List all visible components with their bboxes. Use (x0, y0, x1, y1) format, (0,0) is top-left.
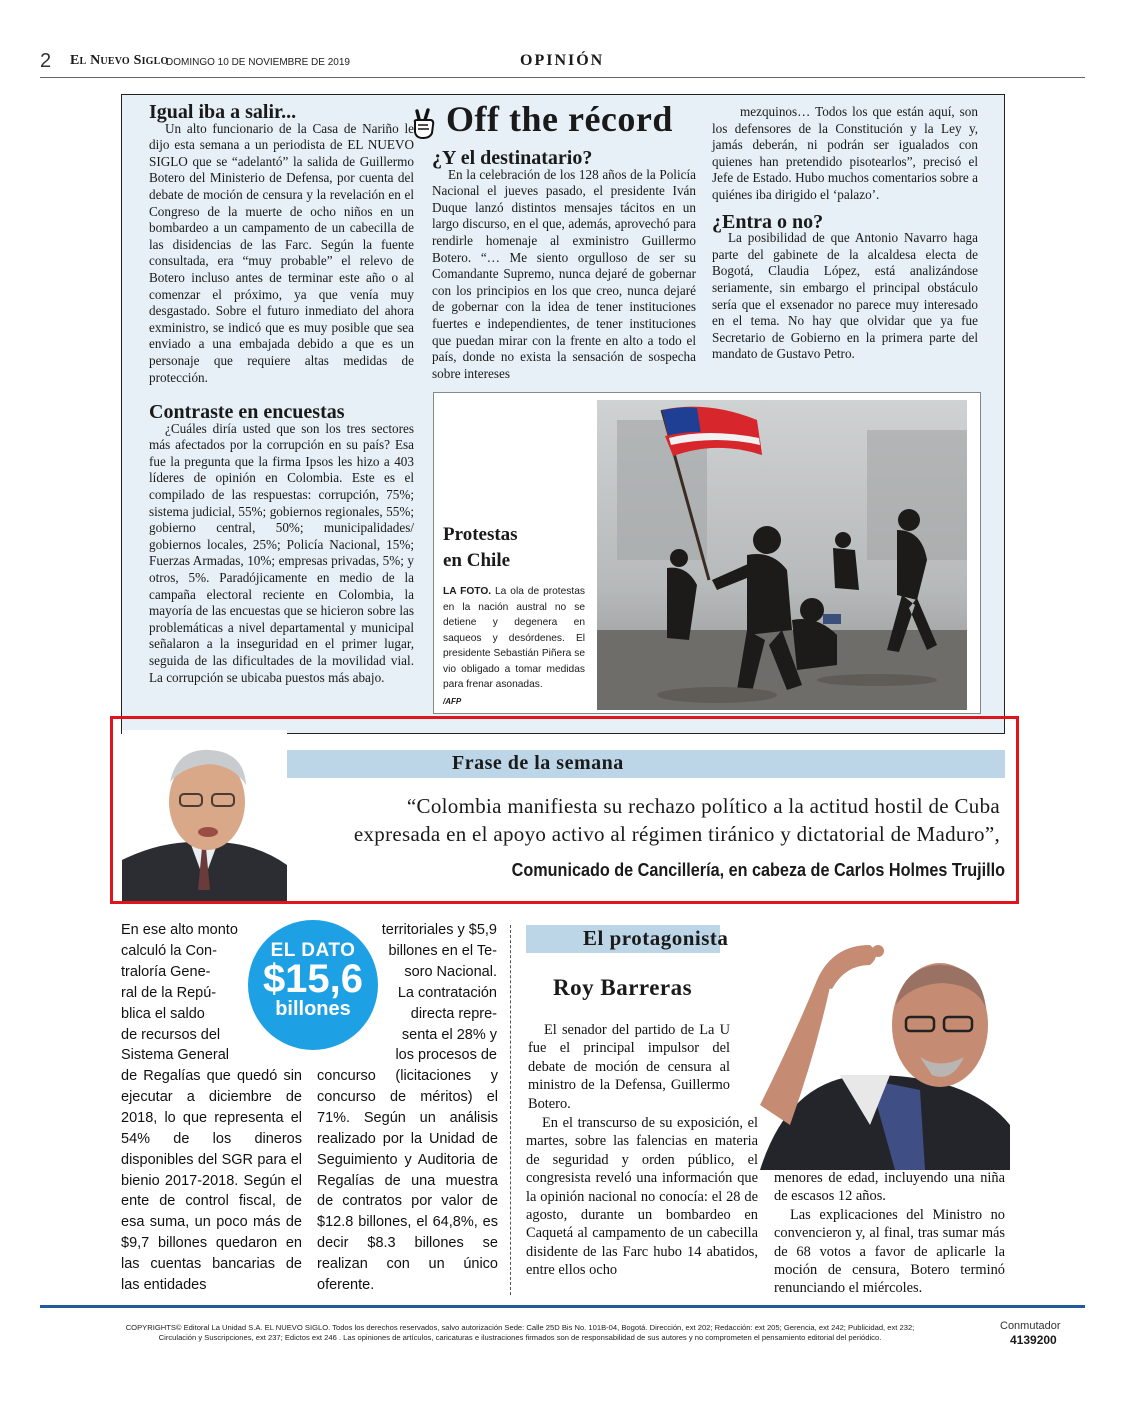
body-destinatario: En la celebración de los 128 años de la Policía Nacional el jueves pasado, el presidente Iván Duque lanzó distintos mensajes tácitos en un largo discurso, en el que, además, aprovechó para rendirle homenaje al exministro Guillermo Botero. “… Me siento orgulloso de ser su Comandante Supremo, nunca dejaré de gobernar con los principios en los que creo, nunca dejaré de gobernar con la idea de tener instituciones fuertes e independientes, de tener instituciones que puedan mirar con la frente en alto a todo el país, donde no exista la sensación de sospecha sobre intereses (432, 166, 696, 381)
dato-value: $15,6 (262, 957, 364, 1001)
dato-col1-line: traloría Gene- (121, 963, 211, 980)
dato-label: EL DATO (270, 940, 356, 961)
frase-quote-line-1: “Colombia manifiesta su rechazo político a la actitud hostil de Cuba (406, 794, 1000, 818)
body-igual: Un alto funcionario de la Casa de Nariño le dijo esta semana a un periodista de EL NUEVO SIGLO que se “adelantó” la salida de Guillermo Botero del Ministerio de Defensa, por cuenta del debate de moción de censura y la revelación en el Congreso de la muerte de ocho niños en un bombardeo a un campamento de un cabecilla de las disidencias de las Farc. Según la fuente consultada, era “muy probable” el relevo de Botero incluso antes de terminar este año o al comenzar el próximo, ya que venía muy desgastado. Sobre el futuro inmediato del ahora exministro, se indicó que es muy posible que sea enviado a una embajada debido a que es un personaje que requiere altas medidas de protección. (149, 120, 414, 385)
dato-col2-line: senta el 28% y (401, 1026, 497, 1043)
protagonista-col1-top (528, 1021, 730, 1113)
highlight-outline (110, 716, 1019, 904)
protagonista-p3: menores de edad, incluyendo una niña de escasos 12 años. (774, 1170, 1005, 1205)
peace-hand-icon (408, 107, 438, 139)
dato-col1-line: ral de la Repú- (121, 984, 217, 1001)
off-the-record-title-text: Off the récord (446, 99, 673, 139)
page-number: 2 (40, 50, 52, 72)
off-the-record-title (408, 98, 673, 140)
dato-col1-line: blica el saldo (121, 1005, 205, 1022)
body-contraste: ¿Cuáles diría usted que son los tres sectores más afectados por la corrupción en su país? Esa fue la pregunta que la firma Ipsos les hizo a 403 líderes de opinión en Colombia. Este es el compilado de las respuestas: corrupción, 75%; sistema judicial, 55%; gobiernos regionales, 55%; gobierno central, 50%; municipalidades/ gobiernos locales, 25%; Policía Nacional, 15%; Fuerzas Armadas, 10%; empresas privadas, 5%; y otros, 5%. Paradójicamente en medio de la campaña electoral reciente en Colombia, la mayoría de las encuestas que se hicieron sobre las problemáticas a nivel departamental y municipal señalaron a la inseguridad en el primer lugar, seguida de las dificultades de la movilidad vial. La corrupción se ubicaba puestos más abajo. (149, 420, 414, 685)
frase-source: Comunicado de Cancillería, en cabeza de Carlos Holmes Trujillo (511, 860, 1005, 880)
caption-text: La ola de protestas en la nación austral no se detiene y degenera en saqueos y desórdenes. El presidente Sebastián Piñera se vio obligado a tomar medidas para frenar asonadas. (443, 586, 585, 690)
footer-line-2: Circulación y Suscripciones, ext 237; Edictos ext 246 . Las opiniones de artículos, caricaturas e ilustraciones firmados son de responsabilidad de sus autores y no comprometen el pensamiento editorial del periódico. (158, 1333, 882, 1342)
paper-name: El Nuevo Siglo (70, 53, 169, 68)
column-destinatario-cont (712, 104, 978, 363)
dato-col2-bottom: concurso (licitaciones y concurso de méritos) el 71%. Según un análisis realizado por la Unidad de Seguimiento y Auditoria de Regalías de una muestra de contratos por valor de $12.8 billones, el 64,8%, es decir $8.3 billones se realizan con un único oferente. (317, 1068, 498, 1294)
headline-destinatario: ¿Y el destinatario? (432, 147, 593, 169)
dato-col2-line: billones en el Te- (388, 942, 497, 959)
headline-contraste: Contraste en encuestas (149, 401, 345, 423)
section-title: OPINIÓN (520, 52, 605, 69)
protagonista-col1 (526, 1114, 758, 1280)
protagonista-p4: Las explicaciones del Ministro no convencieron y, al final, tras sumar más de 68 votos a favor de aplicarle la moción de censura, Botero terminó renunciando el miércoles. (774, 1206, 1005, 1297)
column-igual (149, 101, 414, 386)
dato-col2-line: soro Nacional. (404, 963, 497, 980)
dato-col1-top (121, 920, 246, 1066)
frase-quote-line-2: expresada en el apoyo activo al régimen tiránico y dictatorial de Maduro”, (353, 822, 1000, 846)
headline-entra: ¿Entra o no? (712, 210, 824, 233)
dato-col2-line: territoriales y $5,9 (381, 922, 497, 938)
conmutador-label: Conmutador (1000, 1320, 1061, 1332)
footer-copyright (60, 1323, 980, 1343)
protagonista-name: Roy Barreras (553, 975, 693, 1000)
el-dato-badge (248, 920, 378, 1050)
photo-credit: /AFP (443, 697, 462, 706)
column-divider (510, 925, 511, 1295)
frase-title: Frase de la semana (452, 752, 624, 774)
photo-caption (443, 584, 585, 693)
column-contraste (149, 401, 414, 686)
issue-date: DOMINGO 10 DE NOVIEMBRE DE 2019 (166, 57, 350, 68)
dato-col2-line: directa repre- (410, 1005, 497, 1022)
photo-title-line-1: Protestas (443, 524, 518, 545)
dato-col1-line: de recursos del (121, 1026, 221, 1043)
photo-title-line-2: en Chile (443, 550, 511, 571)
dato-col2-line: La contratación (397, 984, 497, 1001)
dato-col1-line: calculó la Con- (121, 942, 217, 959)
footer-line-1: COPYRIGHTS© Editoral La Unidad S.A. EL NUEVO SIGLO. Todos los derechos reservados, salvo autorización Sede: Calle 25D Bis No. 101B-04, Bogotá. Dirección, ext 202; Redacción: ext 205; Gerencia, ext 242; Publicidad, ext 232; (125, 1323, 915, 1332)
dato-col2-top (372, 920, 497, 1066)
dato-unit: billones (275, 998, 351, 1020)
chile-protest-photo (597, 400, 967, 710)
dato-col2-line: los procesos de (395, 1047, 497, 1064)
header-rule (40, 77, 1085, 78)
footer-rule (40, 1305, 1085, 1308)
protagonista-p1: El senador del partido de La U fue el principal impulsor del debate de moción de censura al ministro de la Defensa, Guillermo Botero. (528, 1022, 730, 1112)
protagonista-photo (720, 925, 1010, 1170)
column-destinatario (432, 147, 696, 382)
body-entra: La posibilidad de que Antonio Navarro haga parte del gabinete de la alcaldesa electa de Bogotá, Claudia López, está analizándose seriamente, sin embargo el principal obstáculo sería que el exsenador no parece muy interesado en el tema. No hay que olvidar que ya fue Secretario de Gobierno en la primera parte del mandato de Gustavo Petro. (712, 230, 978, 362)
protagonista-p2: En el transcurso de su exposición, el martes, sobre las falencias en materia de seguridad y orden público, el congresista reveló una información que la opinión nacional no conocía: el 28 de agosto, durante un bombardeo en Caquetá al campamento de un cabecilla disidente de las Farc hubo 14 abatidos, entre ellos ocho (526, 1115, 758, 1279)
dato-col1-bottom: de Regalías que quedó sin ejecutar a diciembre de 2018, lo que representa el 54% de los dineros disponibles del SGR para el bienio 2017-2018. Según el ente de control fiscal, de esa suma, un poco más de $9,7 billones quedaron en las cuentas bancarias de las entidades (121, 1068, 302, 1294)
caption-lead: LA FOTO. (443, 586, 492, 597)
protagonista-title: El protagonista (583, 926, 729, 950)
protagonista-col2 (774, 1169, 1005, 1298)
dato-col1-line: En ese alto monto (121, 922, 238, 938)
conmutador-number: 4139200 (1010, 1333, 1057, 1347)
headline-igual: Igual iba a salir... (149, 101, 297, 123)
photo-title (443, 522, 518, 574)
body-destinatario-cont: mezquinos… Todos los que están aquí, son los defensores de la Constitución y la Ley y, jamás deberán, ni podrán ser igualados con quienes han pretendido pisotearlos”, precisó el Jefe de Estado. Hubo muchos comentarios sobre a quiénes iba dirigido el ‘palazo’. (712, 104, 978, 202)
dato-col1-line: Sistema General (121, 1047, 229, 1064)
